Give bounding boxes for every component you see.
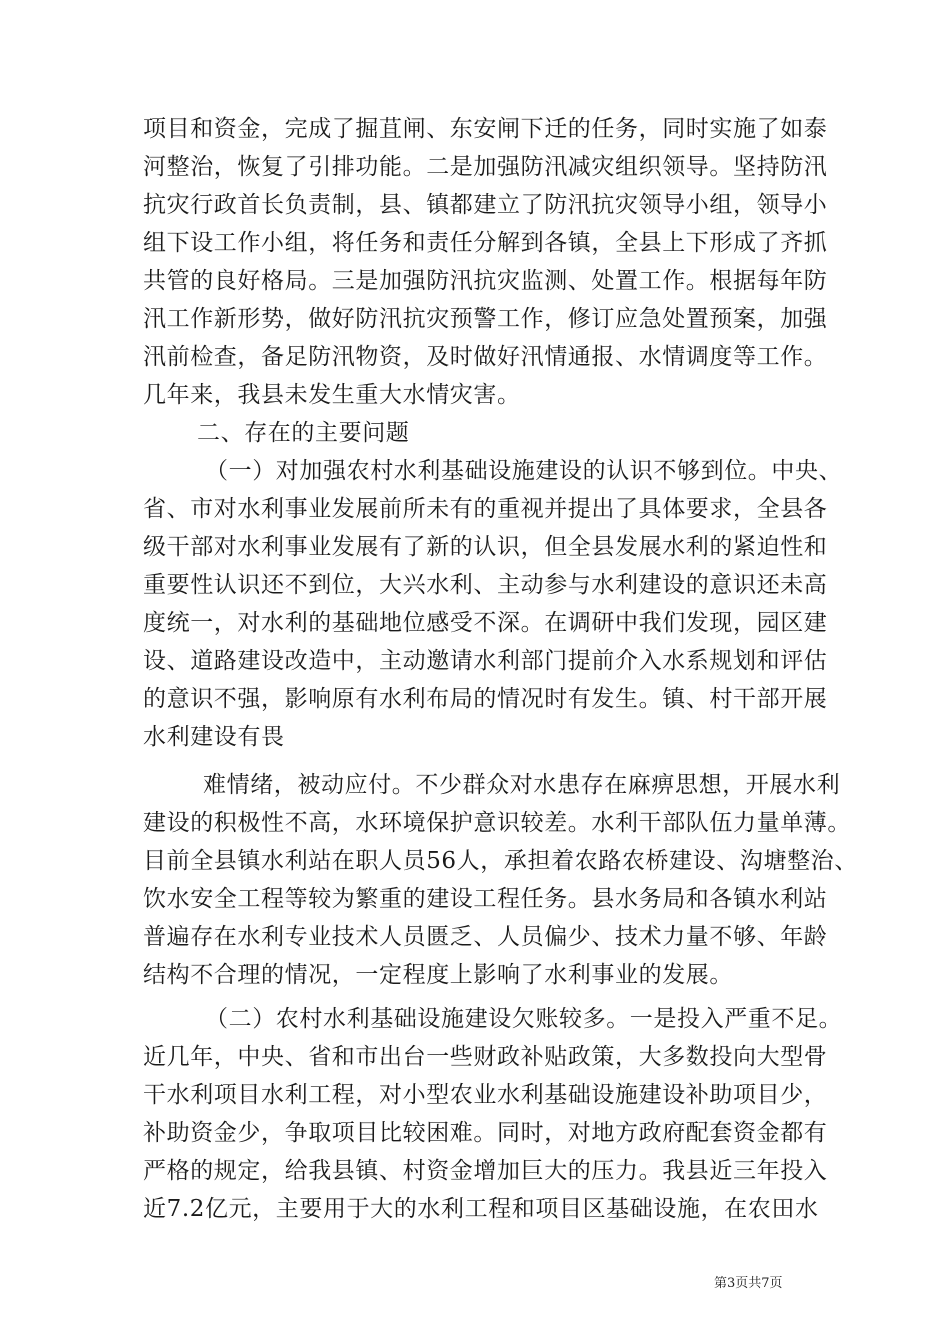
text-line: 补助资金少，争取项目比较困难。同时，对地方政府配套资金都有 — [143, 1120, 828, 1146]
text-line: 近几年，中央、省和市出台一些财政补贴政策，大多数投向大型骨 — [143, 1044, 828, 1070]
text-line: 几年来，我县未发生重大水情灾害。 — [143, 382, 521, 408]
text-line: 省、市对水利事业发展前所未有的重视并提出了具体要求，全县各 — [143, 496, 828, 522]
text-line: 组下设工作小组，将任务和责任分解到各镇，全县上下形成了齐抓 — [143, 230, 828, 256]
text-line: 项目和资金，完成了掘苴闸、东安闸下迁的任务，同时实施了如泰 — [143, 116, 828, 142]
text-line: 的意识不强，影响原有水利布局的情况时有发生。镇、村干部开展 — [143, 686, 828, 712]
text-line: 汛工作新形势，做好防汛抗灾预警工作，修订应急处置预案，加强 — [143, 306, 828, 332]
subsection-heading: （一）对加强农村水利基础设施建设的认识不够到位。中央、 — [205, 458, 843, 484]
text-line: 建设的积极性不高，水环境保护意识较差。水利干部队伍力量单薄。 — [143, 810, 851, 836]
page-number: 第3页共7页 — [714, 1276, 783, 1291]
text-line: 级干部对水利事业发展有了新的认识，但全县发展水利的紧迫性和 — [143, 534, 828, 560]
text-line: 目前全县镇水利站在职人员56人，承担着农路农桥建设、沟塘整治、 — [143, 848, 858, 874]
subsection-heading: （二）农村水利基础设施建设欠账较多。一是投入严重不足。 — [205, 1006, 843, 1032]
text-line: 共管的良好格局。三是加强防汛抗灾监测、处置工作。根据每年防 — [143, 268, 828, 294]
text-line: 近7.2亿元，主要用于大的水利工程和项目区基础设施，在农田水 — [143, 1196, 819, 1222]
text-line: 严格的规定，给我县镇、村资金增加巨大的压力。我县近三年投入 — [143, 1158, 828, 1184]
text-line: 结构不合理的情况，一定程度上影响了水利事业的发展。 — [143, 962, 733, 988]
text-line: 普遍存在水利专业技术人员匮乏、人员偏少、技术力量不够、年龄 — [143, 924, 828, 950]
text-line: 度统一，对水利的基础地位感受不深。在调研中我们发现，园区建 — [143, 610, 828, 636]
text-line: 河整治，恢复了引排功能。二是加强防汛减灾组织领导。坚持防汛 — [143, 154, 828, 180]
text-line: 干水利项目水利工程，对小型农业水利基础设施建设补助项目少， — [143, 1082, 828, 1108]
text-line: 抗灾行政首长负责制，县、镇都建立了防汛抗灾领导小组，领导小 — [143, 192, 828, 218]
text-line: 饮水安全工程等较为繁重的建设工程任务。县水务局和各镇水利站 — [143, 886, 828, 912]
text-line: 设、道路建设改造中，主动邀请水利部门提前介入水系规划和评估 — [143, 648, 828, 674]
text-line: 汛前检查，备足防汛物资，及时做好汛情通报、水情调度等工作。 — [143, 344, 828, 370]
text-line: 难情绪，被动应付。不少群众对水患存在麻痹思想，开展水利 — [203, 772, 841, 798]
section-heading: 二、存在的主要问题 — [197, 420, 410, 446]
text-line: 水利建设有畏 — [143, 724, 285, 750]
text-line: 重要性认识还不到位，大兴水利、主动参与水利建设的意识还未高 — [143, 572, 828, 598]
